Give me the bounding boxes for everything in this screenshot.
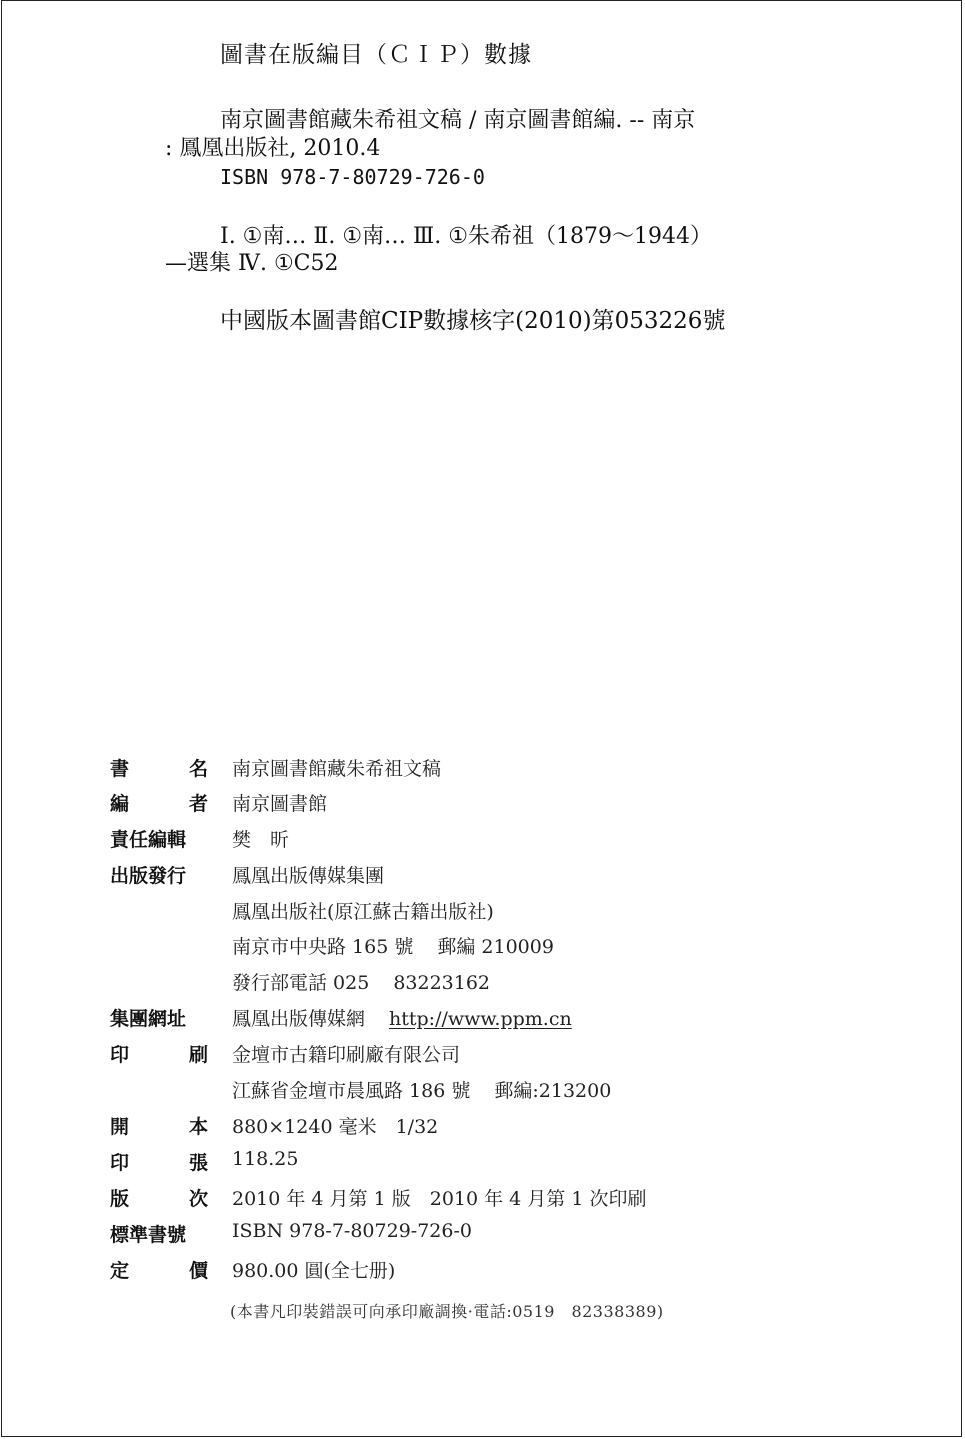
cip-line-record-number: 中國版本圖書館CIP數據核字(2010)第053226號	[220, 308, 726, 334]
label-sheets: 印 張	[110, 1152, 208, 1174]
value-website	[232, 1004, 572, 1031]
label-price: 定 價	[110, 1260, 208, 1282]
value-publisher: 鳳凰出版傳媒集團	[232, 865, 385, 887]
cip-heading: 圖書在版編目（ＣＩＰ）數據	[220, 42, 532, 68]
value-format: 880×1240 毫米 1/32	[232, 1116, 439, 1138]
footnote: (本書凡印裝錯誤可向承印廠調換·電話:0519 82338389)	[230, 1302, 664, 1321]
value-editor: 南京圖書館	[232, 793, 328, 815]
label-title: 書 名	[110, 758, 208, 780]
value-isbn: ISBN 978-7-80729-726-0	[232, 1220, 472, 1242]
printer-address-street: 江蘇省金壇市晨風路 186 號	[232, 1080, 471, 1102]
cip-line-title: 南京圖書館藏朱希祖文稿 / 南京圖書館編. -- 南京	[220, 108, 696, 133]
website-name: 鳳凰出版傳媒網	[232, 1008, 366, 1030]
label-website: 集團網址	[110, 1008, 187, 1030]
label-edition: 版 次	[110, 1188, 208, 1210]
printer-address	[232, 1076, 611, 1103]
value-sheets: 118.25	[232, 1148, 299, 1170]
value-printer: 金壇市古籍印刷廠有限公司	[232, 1044, 461, 1066]
value-responsible-editor: 樊 昕	[232, 829, 290, 851]
publisher-phone-number: 83223162	[393, 972, 491, 994]
publisher-postcode: 郵編 210009	[437, 936, 554, 958]
label-format: 開 本	[110, 1116, 208, 1138]
label-isbn: 標準書號	[110, 1224, 187, 1246]
cip-line-classification-cont: —選集 Ⅳ. ①C52	[165, 251, 339, 276]
label-responsible-editor: 責任編輯	[110, 829, 187, 851]
label-publisher: 出版發行	[110, 865, 187, 887]
cip-line-isbn: ISBN 978-7-80729-726-0	[220, 165, 485, 189]
website-url-link[interactable]: http://www.ppm.cn	[389, 1008, 572, 1030]
cip-line-classification: Ⅰ. ①南… Ⅱ. ①南… Ⅲ. ①朱希祖（1879～1944）	[220, 224, 712, 249]
publisher-phone-label: 發行部電話 025	[232, 972, 370, 994]
value-price: 980.00 圓(全七册)	[232, 1260, 396, 1282]
label-editor: 編 者	[110, 793, 208, 815]
cip-line-publisher: : 鳳凰出版社, 2010.4	[165, 136, 381, 161]
label-printer: 印 刷	[110, 1044, 208, 1066]
publisher-phone	[232, 968, 490, 995]
publisher-address-street: 南京市中央路 165 號	[232, 936, 414, 958]
value-edition: 2010 年 4 月第 1 版 2010 年 4 月第 1 次印刷	[232, 1188, 647, 1210]
publisher-address	[232, 932, 554, 959]
publisher-line2: 鳳凰出版社(原江蘇古籍出版社)	[232, 901, 494, 923]
printer-postcode: 郵編:213200	[494, 1080, 612, 1102]
value-title: 南京圖書館藏朱希祖文稿	[232, 758, 442, 780]
